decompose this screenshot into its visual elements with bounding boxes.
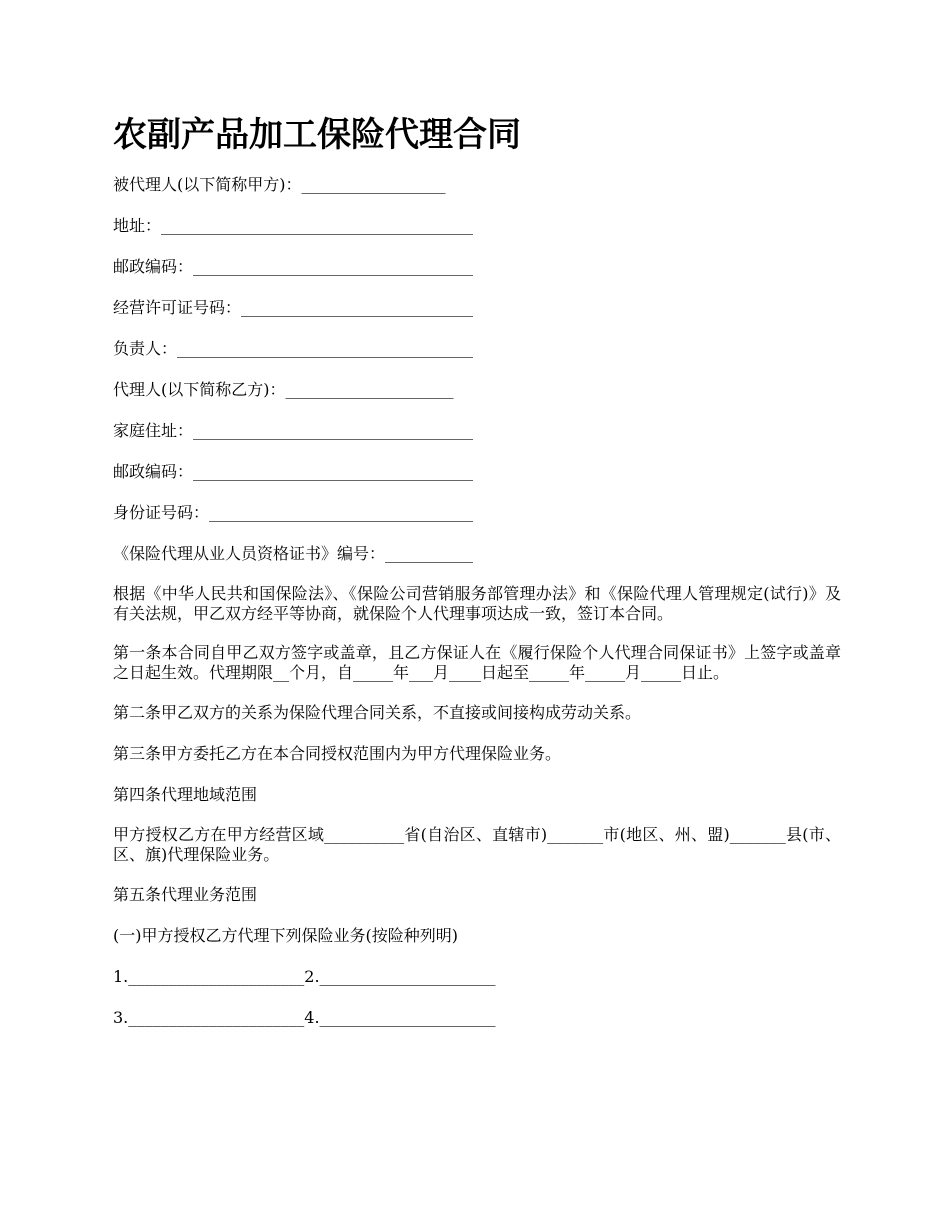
principal-field: 被代理人(以下简称甲方)：__________________ — [113, 175, 446, 194]
agent-postal-code-field: 邮政编码：___________________________________ — [113, 462, 474, 481]
article-1-paragraph: 第一条本合同自甲乙双方签字或盖章，且乙方保证人在《履行保险个人代理合同保证书》上签字或盖章之日起生效。代理期限__个月，自_____年___月____日起至_____年_____月_____日止。 — [113, 643, 841, 682]
insurance-list-line: 3.______________________4.______________________ — [113, 1008, 496, 1027]
article-5-subsection: (一)甲方授权乙方代理下列保险业务(按险种列明) — [113, 926, 458, 945]
address-field: 地址：_______________________________________ — [113, 216, 474, 235]
page-title: 农副产品加工保险代理合同 — [113, 115, 521, 155]
preamble-paragraph: 根据《中华人民共和国保险法》、《保险公司营销服务部管理办法》和《保险代理人管理规定(试行)》及有关法规，甲乙双方经平等协商，就保险个人代理事项达成一致，签订本合同。 — [113, 584, 841, 623]
article-4-heading: 第四条代理地域范围 — [113, 785, 258, 804]
id-number-field: 身份证号码：_________________________________ — [113, 503, 474, 522]
certificate-number-field: 《保险代理从业人员资格证书》编号：___________ — [113, 544, 474, 563]
article-2-paragraph: 第二条甲乙双方的关系为保险代理合同关系，不直接或间接构成劳动关系。 — [113, 703, 642, 722]
business-license-field: 经营许可证号码：_____________________________ — [113, 298, 474, 317]
postal-code-field: 邮政编码：___________________________________ — [113, 257, 474, 276]
insurance-list-line: 1.______________________2.______________________ — [113, 967, 496, 986]
article-4-paragraph: 甲方授权乙方在甲方经营区域__________省(自治区、直辖市)_______市(地区、州、盟)_______县(市、区、旗)代理保险业务。 — [113, 825, 841, 864]
home-address-field: 家庭住址：___________________________________ — [113, 421, 474, 440]
agent-field: 代理人(以下简称乙方)：_____________________ — [113, 380, 454, 399]
article-3-paragraph: 第三条甲方委托乙方在本合同授权范围内为甲方代理保险业务。 — [113, 744, 562, 763]
article-5-heading: 第五条代理业务范围 — [113, 885, 258, 904]
contract-page — [113, 112, 841, 1048]
person-in-charge-field: 负责人：_____________________________________ — [113, 339, 474, 358]
